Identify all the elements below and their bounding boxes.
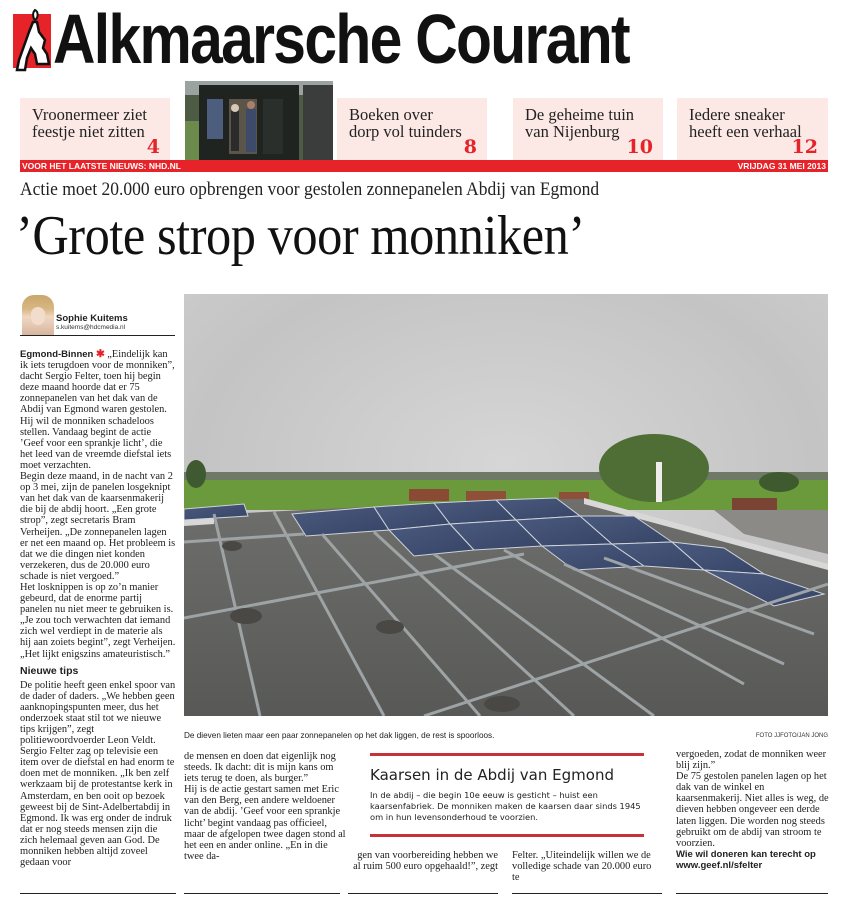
article-column-2 xyxy=(184,751,346,862)
article-kicker: Actie moet 20.000 euro opbrengen voor gestolen zonnepanelen Abdij van Egmond xyxy=(20,179,600,200)
column-bottom-rule xyxy=(676,893,828,894)
issue-date: VRIJDAG 31 MEI 2013 xyxy=(737,161,826,171)
paragraph: Het losknippen is op zo’n manier gebeurd, dat de enorme partij panelen nu niet meer te gebruiken is. „Je zou toch verwachten dat iemand zich wel verdiept in de materie als hij aan zoiets begint”, zegt Verheijen. „Het lijkt enigszins amateuristisch.” xyxy=(20,581,176,660)
byline xyxy=(20,295,175,336)
teaser-item[interactable] xyxy=(20,98,170,160)
teaser-page-number: 10 xyxy=(626,136,653,158)
photo-credit: FOTO JJFOTO/JAN JONG xyxy=(755,733,828,739)
masthead xyxy=(13,0,739,78)
column-bottom-rule xyxy=(20,893,176,894)
author-name: Sophie Kuitems xyxy=(56,313,128,324)
donation-link[interactable]: www.geef.nl/sfelter xyxy=(676,859,763,871)
masthead-title[interactable]: Alkmaarsche Courant xyxy=(53,0,629,78)
column-bottom-rule xyxy=(184,893,340,894)
teaser-row xyxy=(20,98,828,160)
column-bottom-rule xyxy=(348,893,498,894)
column-bottom-rule xyxy=(512,893,662,894)
article-column-3 xyxy=(348,850,498,872)
article-column-5 xyxy=(676,749,830,871)
dateline: Egmond-Binnen xyxy=(20,349,94,360)
teaser-item[interactable] xyxy=(337,98,487,160)
paragraph-text: „Eindelijk kan ik iets terugdoen voor de monniken”, dacht Sergio Felter, toen hij begin deze maand hoorde dat er 75 zonnepanelen van het dak van de Abdij van Egmond waren gestolen. Hij wil de monniken schadeloos stellen. Vandaag begint de actie ’Geef voor een sprankje licht’, die het leed van de vreemde diefstal iets moet verzachten. xyxy=(20,349,175,471)
teaser-item[interactable] xyxy=(513,98,663,160)
teaser-page-number: 12 xyxy=(791,136,818,158)
asterisk-icon: ✱ xyxy=(95,349,105,360)
paragraph xyxy=(20,349,176,471)
candle-figure-logo-icon xyxy=(13,8,51,70)
latest-news-link[interactable]: VOOR HET LAATSTE NIEUWS: NHD.NL xyxy=(22,161,181,171)
info-box xyxy=(370,753,644,837)
info-box-title: Kaarsen in de Abdij van Egmond xyxy=(370,766,614,784)
info-box-top-rule xyxy=(370,753,644,756)
teaser-title: dorp vol tuinders xyxy=(349,122,462,141)
teaser-page-number: 8 xyxy=(463,136,477,158)
article-column-4 xyxy=(512,850,657,883)
subheading: Nieuwe tips xyxy=(20,664,79,677)
teaser-page-number: 4 xyxy=(146,136,160,158)
teaser-title: Vroonermeer ziet xyxy=(32,105,147,124)
paragraph: vergoeden, zodat de monniken weer blij zijn.” xyxy=(676,749,827,772)
teaser-title: van Nijenburg xyxy=(525,122,620,141)
donation-cta-text: Wie wil doneren kan terecht op xyxy=(676,848,816,860)
paragraph: Hij is de actie gestart samen met Eric van den Berg, een andere weldoener van de abdij. ’Geef voor een sprankje licht’ begint vandaag pas officieel, maar de afgelopen twee dagen stond al het een en ander online. „En in die twee da- xyxy=(184,784,346,862)
teaser-title: feestje niet zitten xyxy=(32,122,145,141)
info-box-bottom-rule xyxy=(370,834,644,837)
donation-cta xyxy=(676,849,830,871)
teaser-title: Iedere sneaker xyxy=(689,105,785,124)
author-email[interactable]: s.kuitems@hdcmedia.nl xyxy=(56,324,126,331)
paragraph: Sergio Felter zag op televisie een item over de diefstal en had enorm te doen met de monniken. „Ik ben zelf werkzaam bij de protestantse kerk in Amsterdam, en ben ooit op bezoek geweest bij de Sint-Adelbertabdij in Egmond. Ik was erg onder de indruk dat er nog steeds mensen zijn die zich helemaal geven aan God. De monniken hebben altijd zoveel gedaan voor xyxy=(20,746,175,869)
teaser-title: Boeken over xyxy=(349,105,433,124)
author-avatar xyxy=(22,295,54,335)
article-headline: ’Grote strop voor monniken’ xyxy=(16,205,585,267)
paragraph: De 75 gestolen panelen lagen op het dak van de winkel en kaarsenmakerij. Niet alles is weg, de dieven hebben ongeveer een derde laten liggen. Die worden nog steeds gebruikt om de abdij van stroom te voorzien. xyxy=(676,771,829,849)
paragraph: de mensen en doen dat eigenlijk nog steeds. Ik dacht: dit is mijn kans om iets terug te doen, als burger.” xyxy=(184,751,336,785)
teaser-item[interactable] xyxy=(677,98,828,160)
teaser-title: heeft een verhaal xyxy=(689,122,802,141)
photo-caption: De dieven lieten maar een paar zonnepanelen op het dak liggen, de rest is spoorloos. xyxy=(184,731,495,740)
info-box-body: In de abdij – die begin 10e eeuw is gesticht – huist een kaarsenfabriek. De monniken maken de kaarsen daar sinds 1945 om in hun levensonderhoud te voorzien. xyxy=(370,790,641,823)
solar-panels-on-roof-photo xyxy=(184,294,828,716)
teaser-photo[interactable] xyxy=(185,81,333,160)
article-column-1 xyxy=(20,349,176,868)
paragraph: gen van voorbereiding hebben we al ruim 500 euro opgehaald!”, zegt xyxy=(353,850,498,873)
paragraph: Felter. „Uiteindelijk willen we de volledige schade van 20.000 euro te xyxy=(512,850,652,884)
teaser-title: De geheime tuin xyxy=(525,105,635,124)
paragraph: Begin deze maand, in de nacht van 2 op 3 mei, zijn de panelen losgeknipt van het dak van de kaarsenmakerij die bij de abdij hoort. „Een grote strop”, zegt secretaris Bram Verheijen. „De zonnepanelen lagen er net een maand op. Het probleem is dat we die dingen niet konden verzekeren, dus de 20.000 euro schade is niet vergoed.” xyxy=(20,471,176,582)
paragraph: De politie heeft geen enkel spoor van de dader of daders. „We hebben geen aanknopingspunten meer, dus het onderzoek staat stil tot we nieuwe tips krijgen”, zegt politiewoordvoerder Leon Veldt. xyxy=(20,679,176,747)
news-date-bar xyxy=(20,160,828,172)
